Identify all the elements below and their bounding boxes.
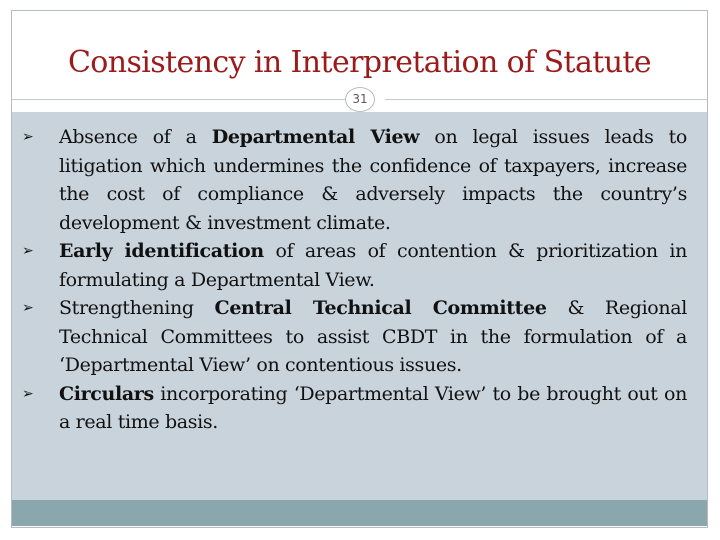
- footer-bar: [12, 500, 707, 526]
- slide-title: Consistency in Interpretation of Statute: [67, 45, 652, 80]
- bullet-item-4: [22, 380, 687, 437]
- bullet-text-pre: Absence of a: [59, 126, 212, 148]
- bullet-text-post: of areas of contention & prioritization in formulating a Departmental View.: [59, 240, 687, 291]
- bullet-text-post: incorporating ‘Departmental View’ to be brought out on a real time basis.: [59, 382, 687, 433]
- page-number: 31: [345, 87, 375, 112]
- divider-left: [12, 99, 345, 100]
- bullet-text-bold: Departmental View: [211, 126, 420, 148]
- bullet-list: [22, 123, 687, 437]
- bullet-item-3: [22, 294, 687, 380]
- title-area: [12, 11, 707, 95]
- divider-right: [385, 99, 707, 100]
- bullet-item-2: [22, 237, 687, 294]
- arrow-bullet-icon: ➢: [22, 243, 34, 259]
- arrow-bullet-icon: ➢: [22, 129, 34, 145]
- bullet-text-pre: Strengthening: [59, 297, 215, 319]
- bullet-text-bold: Early identification: [59, 240, 264, 262]
- bullet-text-post: & Regional Technical Committees to assist CBDT in the formulation of a ‘Departmental View’ on contentious issues.: [59, 297, 687, 376]
- bullet-text-post: on legal issues leads to litigation which undermines the confidence of taxpayers, increase the cost of compliance & adversely impacts the country’s development & investment climate.: [59, 126, 687, 234]
- arrow-bullet-icon: ➢: [22, 385, 34, 402]
- bullet-text-bold: Central Technical Committee: [214, 297, 547, 319]
- bullet-text-bold: Circulars: [59, 382, 154, 405]
- arrow-bullet-icon: ➢: [22, 300, 34, 316]
- bullet-item-1: [22, 123, 687, 237]
